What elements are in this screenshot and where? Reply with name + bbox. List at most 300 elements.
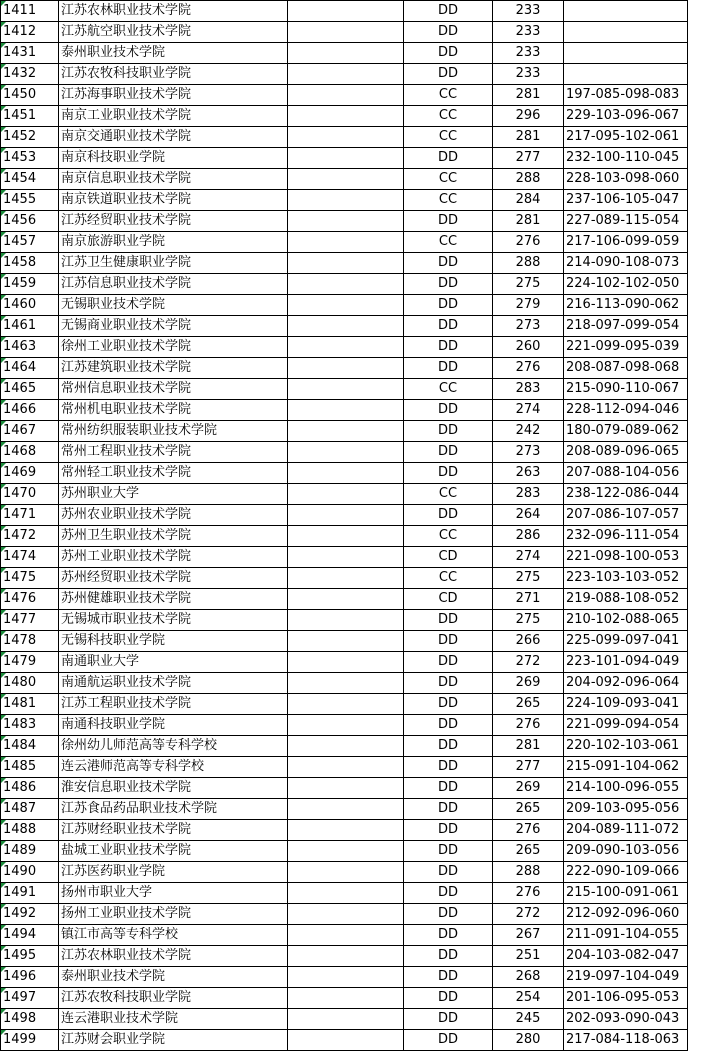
table-row (1, 631, 688, 652)
score-cell: 274 (493, 400, 564, 421)
score-cell: 233 (493, 64, 564, 85)
score-cell: 274 (493, 547, 564, 568)
table-row (1, 1, 688, 22)
grade-cell: DD (404, 1, 493, 22)
grade-cell: DD (404, 610, 493, 631)
table-row (1, 652, 688, 673)
grade-cell: DD (404, 883, 493, 904)
school-name-cell: 泰州职业技术学院 (59, 967, 288, 988)
table-row (1, 442, 688, 463)
subject-scores-cell: 232-100-110-045 (564, 148, 688, 169)
school-name-cell: 江苏经贸职业技术学院 (59, 211, 288, 232)
subject-scores-cell (564, 64, 688, 85)
grade-cell: DD (404, 442, 493, 463)
subject-scores-cell: 221-099-094-054 (564, 715, 688, 736)
school-code-cell: 1455 (1, 190, 59, 211)
school-name-cell: 无锡职业技术学院 (59, 295, 288, 316)
school-name-cell: 南京科技职业学院 (59, 148, 288, 169)
school-name-cell: 江苏卫生健康职业学院 (59, 253, 288, 274)
subject-scores-cell: 204-089-111-072 (564, 820, 688, 841)
score-cell: 277 (493, 148, 564, 169)
blank-cell (288, 22, 404, 43)
blank-cell (288, 400, 404, 421)
grade-cell: DD (404, 253, 493, 274)
school-name-cell: 江苏农牧科技职业学院 (59, 988, 288, 1009)
table-row (1, 484, 688, 505)
school-code-cell: 1497 (1, 988, 59, 1009)
grade-cell: CC (404, 379, 493, 400)
subject-scores-cell: 229-103-096-067 (564, 106, 688, 127)
table-row (1, 883, 688, 904)
school-name-cell: 镇江市高等专科学校 (59, 925, 288, 946)
grade-cell: DD (404, 925, 493, 946)
subject-scores-cell: 237-106-105-047 (564, 190, 688, 211)
school-code-cell: 1485 (1, 757, 59, 778)
blank-cell (288, 631, 404, 652)
blank-cell (288, 127, 404, 148)
school-name-cell: 淮安信息职业技术学院 (59, 778, 288, 799)
subject-scores-cell: 228-112-094-046 (564, 400, 688, 421)
table-row (1, 22, 688, 43)
score-cell: 288 (493, 169, 564, 190)
grade-cell: DD (404, 862, 493, 883)
table-row (1, 274, 688, 295)
school-name-cell: 江苏财会职业学院 (59, 1030, 288, 1051)
school-code-cell: 1457 (1, 232, 59, 253)
subject-scores-cell: 218-097-099-054 (564, 316, 688, 337)
blank-cell (288, 43, 404, 64)
score-cell: 271 (493, 589, 564, 610)
score-cell: 283 (493, 484, 564, 505)
blank-cell (288, 568, 404, 589)
blank-cell (288, 652, 404, 673)
school-code-cell: 1498 (1, 1009, 59, 1030)
school-name-cell: 泰州职业技术学院 (59, 43, 288, 64)
table-row (1, 1009, 688, 1030)
table-row (1, 820, 688, 841)
score-cell: 281 (493, 211, 564, 232)
grade-cell: DD (404, 421, 493, 442)
score-cell: 275 (493, 274, 564, 295)
table-row (1, 232, 688, 253)
school-name-cell: 南通科技职业学院 (59, 715, 288, 736)
table-body (1, 1, 688, 1051)
blank-cell (288, 484, 404, 505)
school-code-cell: 1499 (1, 1030, 59, 1051)
school-name-cell: 常州信息职业技术学院 (59, 379, 288, 400)
blank-cell (288, 925, 404, 946)
school-name-cell: 南通职业大学 (59, 652, 288, 673)
subject-scores-cell: 215-091-104-062 (564, 757, 688, 778)
school-code-cell: 1465 (1, 379, 59, 400)
blank-cell (288, 799, 404, 820)
grade-cell: DD (404, 841, 493, 862)
grade-cell: DD (404, 400, 493, 421)
subject-scores-cell: 221-099-095-039 (564, 337, 688, 358)
school-name-cell: 无锡商业职业技术学院 (59, 316, 288, 337)
subject-scores-cell: 219-088-108-052 (564, 589, 688, 610)
table-row (1, 694, 688, 715)
blank-cell (288, 85, 404, 106)
score-cell: 268 (493, 967, 564, 988)
table-row (1, 43, 688, 64)
grade-cell: CC (404, 526, 493, 547)
subject-scores-cell: 219-097-104-049 (564, 967, 688, 988)
grade-cell: DD (404, 64, 493, 85)
subject-scores-cell: 197-085-098-083 (564, 85, 688, 106)
score-cell: 275 (493, 568, 564, 589)
subject-scores-cell: 207-088-104-056 (564, 463, 688, 484)
table-row (1, 190, 688, 211)
school-code-cell: 1496 (1, 967, 59, 988)
score-cell: 251 (493, 946, 564, 967)
school-code-cell: 1458 (1, 253, 59, 274)
school-name-cell: 徐州工业职业技术学院 (59, 337, 288, 358)
school-name-cell: 苏州工业职业技术学院 (59, 547, 288, 568)
blank-cell (288, 337, 404, 358)
school-code-cell: 1486 (1, 778, 59, 799)
school-code-cell: 1461 (1, 316, 59, 337)
school-code-cell: 1474 (1, 547, 59, 568)
school-name-cell: 扬州工业职业技术学院 (59, 904, 288, 925)
grade-cell: DD (404, 337, 493, 358)
score-cell: 266 (493, 631, 564, 652)
subject-scores-cell (564, 43, 688, 64)
score-cell: 281 (493, 736, 564, 757)
table-row (1, 988, 688, 1009)
grade-cell: DD (404, 211, 493, 232)
subject-scores-cell: 214-100-096-055 (564, 778, 688, 799)
score-cell: 265 (493, 799, 564, 820)
grade-cell: DD (404, 736, 493, 757)
table-row (1, 757, 688, 778)
school-code-cell: 1463 (1, 337, 59, 358)
school-name-cell: 南京旅游职业学院 (59, 232, 288, 253)
grade-cell: CC (404, 127, 493, 148)
score-cell: 279 (493, 295, 564, 316)
score-cell: 284 (493, 190, 564, 211)
table-row (1, 463, 688, 484)
grade-cell: DD (404, 799, 493, 820)
blank-cell (288, 841, 404, 862)
blank-cell (288, 904, 404, 925)
school-code-cell: 1492 (1, 904, 59, 925)
school-name-cell: 苏州经贸职业技术学院 (59, 568, 288, 589)
school-code-cell: 1494 (1, 925, 59, 946)
school-name-cell: 南京交通职业技术学院 (59, 127, 288, 148)
subject-scores-cell: 224-109-093-041 (564, 694, 688, 715)
table-row (1, 736, 688, 757)
blank-cell (288, 295, 404, 316)
grade-cell: DD (404, 22, 493, 43)
score-cell: 242 (493, 421, 564, 442)
table-row (1, 148, 688, 169)
school-code-cell: 1489 (1, 841, 59, 862)
table-row (1, 337, 688, 358)
school-name-cell: 常州纺织服装职业技术学院 (59, 421, 288, 442)
score-cell: 269 (493, 673, 564, 694)
school-code-cell: 1451 (1, 106, 59, 127)
grade-cell: DD (404, 778, 493, 799)
table-row (1, 127, 688, 148)
grade-cell: DD (404, 820, 493, 841)
school-code-cell: 1478 (1, 631, 59, 652)
score-cell: 281 (493, 85, 564, 106)
subject-scores-cell: 238-122-086-044 (564, 484, 688, 505)
score-cell: 275 (493, 610, 564, 631)
school-code-cell: 1432 (1, 64, 59, 85)
grade-cell: CD (404, 589, 493, 610)
school-code-cell: 1488 (1, 820, 59, 841)
school-code-cell: 1472 (1, 526, 59, 547)
table-row (1, 295, 688, 316)
school-code-cell: 1412 (1, 22, 59, 43)
blank-cell (288, 1009, 404, 1030)
score-cell: 276 (493, 232, 564, 253)
blank-cell (288, 736, 404, 757)
school-code-cell: 1483 (1, 715, 59, 736)
blank-cell (288, 610, 404, 631)
subject-scores-cell: 212-092-096-060 (564, 904, 688, 925)
blank-cell (288, 421, 404, 442)
school-name-cell: 江苏食品药品职业技术学院 (59, 799, 288, 820)
blank-cell (288, 862, 404, 883)
table-row (1, 400, 688, 421)
school-code-cell: 1470 (1, 484, 59, 505)
table-row (1, 925, 688, 946)
subject-scores-cell: 214-090-108-073 (564, 253, 688, 274)
score-cell: 245 (493, 1009, 564, 1030)
grade-cell: CC (404, 568, 493, 589)
school-code-cell: 1431 (1, 43, 59, 64)
school-code-cell: 1453 (1, 148, 59, 169)
subject-scores-cell: 215-100-091-061 (564, 883, 688, 904)
school-code-cell: 1490 (1, 862, 59, 883)
subject-scores-cell (564, 22, 688, 43)
score-cell: 276 (493, 358, 564, 379)
school-code-cell: 1468 (1, 442, 59, 463)
school-code-cell: 1450 (1, 85, 59, 106)
subject-scores-cell: 232-096-111-054 (564, 526, 688, 547)
school-code-cell: 1460 (1, 295, 59, 316)
school-name-cell: 南京信息职业技术学院 (59, 169, 288, 190)
school-name-cell: 苏州职业大学 (59, 484, 288, 505)
table-row (1, 862, 688, 883)
school-name-cell: 江苏农林职业技术学院 (59, 1, 288, 22)
subject-scores-cell: 223-101-094-049 (564, 652, 688, 673)
grade-cell: DD (404, 967, 493, 988)
school-name-cell: 南京工业职业技术学院 (59, 106, 288, 127)
score-cell: 286 (493, 526, 564, 547)
score-cell: 273 (493, 316, 564, 337)
blank-cell (288, 526, 404, 547)
school-code-cell: 1452 (1, 127, 59, 148)
school-code-cell: 1484 (1, 736, 59, 757)
blank-cell (288, 673, 404, 694)
school-name-cell: 江苏工程职业技术学院 (59, 694, 288, 715)
school-code-cell: 1469 (1, 463, 59, 484)
school-name-cell: 扬州市职业大学 (59, 883, 288, 904)
blank-cell (288, 190, 404, 211)
score-cell: 269 (493, 778, 564, 799)
subject-scores-cell: 202-093-090-043 (564, 1009, 688, 1030)
school-name-cell: 苏州卫生职业技术学院 (59, 526, 288, 547)
table-row (1, 967, 688, 988)
school-code-cell: 1491 (1, 883, 59, 904)
blank-cell (288, 463, 404, 484)
grade-cell: CC (404, 484, 493, 505)
subject-scores-cell: 222-090-109-066 (564, 862, 688, 883)
school-name-cell: 苏州健雄职业技术学院 (59, 589, 288, 610)
table-row (1, 169, 688, 190)
table-row (1, 799, 688, 820)
score-cell: 281 (493, 127, 564, 148)
subject-scores-cell: 180-079-089-062 (564, 421, 688, 442)
school-name-cell: 常州工程职业技术学院 (59, 442, 288, 463)
school-code-cell: 1475 (1, 568, 59, 589)
grade-cell: DD (404, 904, 493, 925)
table-row (1, 106, 688, 127)
blank-cell (288, 946, 404, 967)
grade-cell: DD (404, 715, 493, 736)
school-code-cell: 1476 (1, 589, 59, 610)
score-cell: 267 (493, 925, 564, 946)
score-cell: 296 (493, 106, 564, 127)
score-cell: 233 (493, 22, 564, 43)
table-row (1, 547, 688, 568)
school-code-cell: 1481 (1, 694, 59, 715)
score-cell: 254 (493, 988, 564, 1009)
subject-scores-cell: 201-106-095-053 (564, 988, 688, 1009)
school-code-cell: 1480 (1, 673, 59, 694)
school-name-cell: 江苏财经职业技术学院 (59, 820, 288, 841)
blank-cell (288, 232, 404, 253)
school-name-cell: 江苏建筑职业技术学院 (59, 358, 288, 379)
blank-cell (288, 253, 404, 274)
blank-cell (288, 589, 404, 610)
subject-scores-cell: 215-090-110-067 (564, 379, 688, 400)
grade-cell: DD (404, 652, 493, 673)
blank-cell (288, 358, 404, 379)
score-cell: 264 (493, 505, 564, 526)
school-code-cell: 1466 (1, 400, 59, 421)
table-row (1, 358, 688, 379)
table-row (1, 421, 688, 442)
table-row (1, 316, 688, 337)
grade-cell: DD (404, 505, 493, 526)
table-row (1, 778, 688, 799)
score-cell: 276 (493, 820, 564, 841)
subject-scores-cell: 211-091-104-055 (564, 925, 688, 946)
score-cell: 276 (493, 715, 564, 736)
blank-cell (288, 211, 404, 232)
subject-scores-cell: 207-086-107-057 (564, 505, 688, 526)
score-cell: 280 (493, 1030, 564, 1051)
subject-scores-cell: 208-087-098-068 (564, 358, 688, 379)
blank-cell (288, 379, 404, 400)
subject-scores-cell: 204-092-096-064 (564, 673, 688, 694)
blank-cell (288, 715, 404, 736)
table-row (1, 673, 688, 694)
blank-cell (288, 148, 404, 169)
blank-cell (288, 778, 404, 799)
subject-scores-cell: 223-103-103-052 (564, 568, 688, 589)
grade-cell: DD (404, 463, 493, 484)
blank-cell (288, 274, 404, 295)
blank-cell (288, 1030, 404, 1051)
table-row (1, 589, 688, 610)
subject-scores-cell: 224-102-102-050 (564, 274, 688, 295)
grade-cell: CC (404, 169, 493, 190)
subject-scores-cell: 217-106-099-059 (564, 232, 688, 253)
blank-cell (288, 820, 404, 841)
grade-cell: CC (404, 85, 493, 106)
blank-cell (288, 547, 404, 568)
school-name-cell: 无锡城市职业技术学院 (59, 610, 288, 631)
school-name-cell: 常州机电职业技术学院 (59, 400, 288, 421)
school-name-cell: 连云港师范高等专科学校 (59, 757, 288, 778)
grade-cell: CC (404, 106, 493, 127)
grade-cell: DD (404, 1030, 493, 1051)
grade-cell: DD (404, 274, 493, 295)
school-code-cell: 1471 (1, 505, 59, 526)
table-row (1, 211, 688, 232)
blank-cell (288, 64, 404, 85)
grade-cell: DD (404, 673, 493, 694)
table-row (1, 85, 688, 106)
grade-cell: DD (404, 358, 493, 379)
score-cell: 260 (493, 337, 564, 358)
score-cell: 283 (493, 379, 564, 400)
grade-cell: DD (404, 148, 493, 169)
subject-scores-cell: 209-103-095-056 (564, 799, 688, 820)
subject-scores-cell: 210-102-088-065 (564, 610, 688, 631)
table-row (1, 379, 688, 400)
school-name-cell: 南通航运职业技术学院 (59, 673, 288, 694)
subject-scores-cell: 225-099-097-041 (564, 631, 688, 652)
school-name-cell: 南京铁道职业技术学院 (59, 190, 288, 211)
school-name-cell: 江苏海事职业技术学院 (59, 85, 288, 106)
subject-scores-cell: 227-089-115-054 (564, 211, 688, 232)
score-cell: 273 (493, 442, 564, 463)
subject-scores-cell: 217-084-118-063 (564, 1030, 688, 1051)
school-name-cell: 江苏农牧科技职业学院 (59, 64, 288, 85)
subject-scores-cell: 204-103-082-047 (564, 946, 688, 967)
blank-cell (288, 694, 404, 715)
school-code-cell: 1467 (1, 421, 59, 442)
subject-scores-cell: 228-103-098-060 (564, 169, 688, 190)
score-cell: 233 (493, 1, 564, 22)
subject-scores-cell: 220-102-103-061 (564, 736, 688, 757)
school-name-cell: 常州轻工职业技术学院 (59, 463, 288, 484)
table-row (1, 1030, 688, 1051)
table-row (1, 946, 688, 967)
blank-cell (288, 106, 404, 127)
score-cell: 272 (493, 652, 564, 673)
school-name-cell: 江苏信息职业技术学院 (59, 274, 288, 295)
grade-cell: DD (404, 295, 493, 316)
grade-cell: DD (404, 988, 493, 1009)
school-name-cell: 苏州农业职业技术学院 (59, 505, 288, 526)
school-name-cell: 无锡科技职业学院 (59, 631, 288, 652)
school-name-cell: 江苏医药职业学院 (59, 862, 288, 883)
school-name-cell: 江苏农林职业技术学院 (59, 946, 288, 967)
table-row (1, 841, 688, 862)
table-row (1, 64, 688, 85)
table-row (1, 568, 688, 589)
school-name-cell: 江苏航空职业技术学院 (59, 22, 288, 43)
grade-cell: DD (404, 316, 493, 337)
